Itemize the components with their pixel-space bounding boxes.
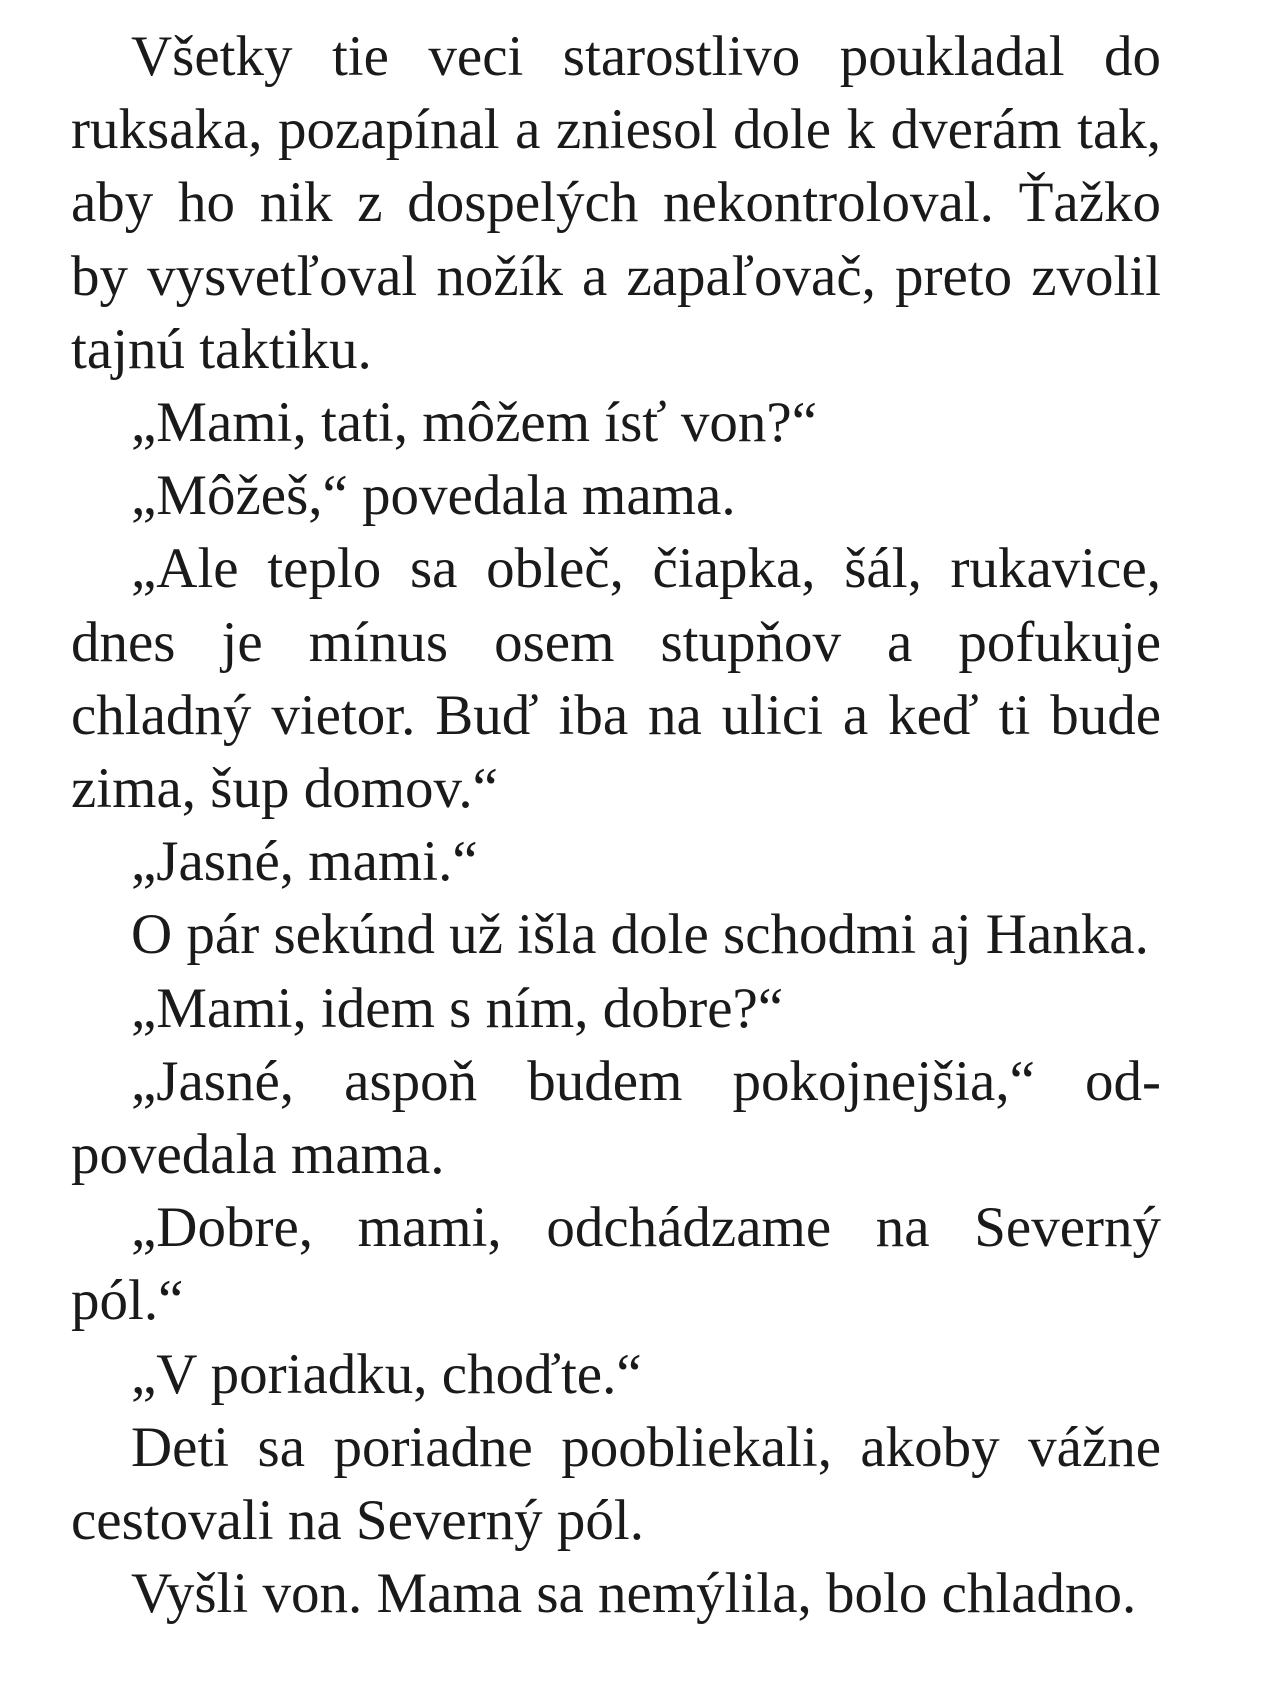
paragraph-12: Vyšli von. Mama sa nemýlila, bolo chladno.	[131, 1562, 1137, 1626]
paragraph-5: „Jasné, mami.“	[131, 830, 478, 894]
paragraph-1: Všetky tie veci starostlivo poukladal do ruksaka, pozapínal a zniesol dole k dverám tak, aby ho nik z dospelých nekontroloval. Ťažko by vysvetľoval nožík a zapaľovač, preto zvolil tajnú taktiku.	[71, 25, 1161, 381]
paragraph-7: „Mami, idem s ním, dobre?“	[131, 976, 784, 1040]
paragraph-11: Deti sa poriadne poobliekali, akoby vážne cestovali na Severný pól.	[71, 1415, 1161, 1553]
paragraph-3: „Môžeš,“ povedala mama.	[131, 464, 736, 528]
paragraph-6: O pár sekúnd už išla dole schodmi aj Hanka.	[131, 903, 1149, 967]
paragraph-9: „Dobre, mami, odchádzame na Severný pól.“	[71, 1196, 1161, 1333]
paragraph-10: „V poriadku, choďte.“	[131, 1342, 642, 1406]
book-page	[71, 20, 1161, 1630]
paragraph-8: „Jasné, aspoň budem pokojnejšia,“ odpovedala mama.	[71, 1049, 1161, 1187]
paragraph-2: „Mami, tati, môžem ísť von?“	[131, 391, 818, 455]
paragraph-4: „Ale teplo sa obleč, čiapka, šál, rukavice, dnes je mínus osem stupňov a pofukuje chladný vietor. Buď iba na ulici a keď ti bude zima, šup domov.“	[71, 537, 1161, 821]
